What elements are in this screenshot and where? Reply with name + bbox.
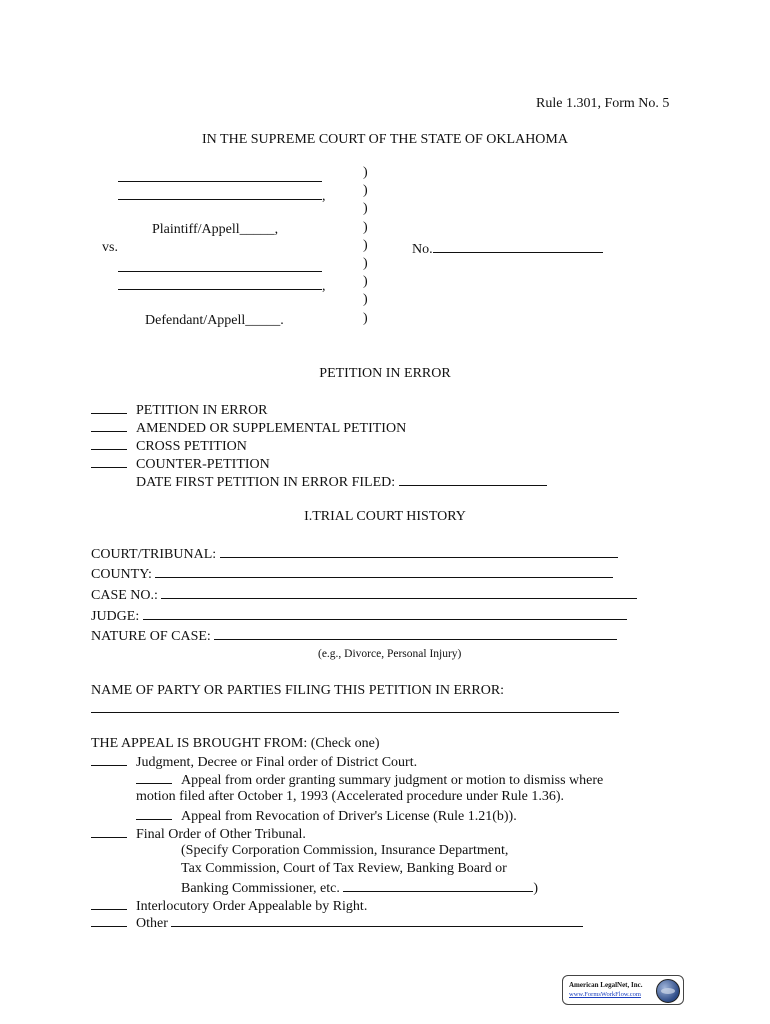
publisher-name: American LegalNet, Inc. [569, 981, 643, 989]
appeal-source-heading: THE APPEAL IS BROUGHT FROM: (Check one) [91, 736, 380, 751]
caption-divider: ) ) ) ) ) ) ) ) ) [363, 165, 368, 326]
versus-label: vs. [102, 240, 118, 255]
appeal-other-option[interactable]: Other [91, 914, 583, 932]
court-heading: IN THE SUPREME COURT OF THE STATE OF OKLAHOMA [202, 132, 568, 147]
plaintiff-name-line-1[interactable] [118, 169, 322, 187]
form-rule-number: Rule 1.301, Form No. 5 [536, 96, 670, 111]
appeal-interlocutory-option[interactable]: Interlocutory Order Appealable by Right. [91, 897, 367, 915]
publisher-logo [562, 975, 684, 1005]
appeal-judgment-option[interactable]: Judgment, Decree or Final order of District Court. [91, 753, 417, 771]
plaintiff-label: Plaintiff/Appell_____, [152, 222, 279, 237]
filing-parties-label: NAME OF PARTY OR PARTIES FILING THIS PETITION IN ERROR: [91, 683, 505, 698]
filing-parties-line[interactable] [91, 700, 619, 718]
appeal-summary-judgment-text: motion filed after October 1, 1993 (Accelerated procedure under Rule 1.36). [136, 789, 564, 804]
date-filed-field[interactable] [136, 473, 547, 491]
defendant-name-line-2[interactable] [118, 277, 326, 295]
appeal-other-tribunal-option[interactable]: Final Order of Other Tribunal. [91, 825, 306, 843]
date-filed-label: DATE FIRST PETITION IN ERROR FILED: [136, 475, 396, 490]
petition-type-option[interactable]: PETITION IN ERROR [91, 401, 267, 419]
nature-of-case-field[interactable]: NATURE OF CASE: [91, 627, 617, 645]
county-field[interactable]: COUNTY: [91, 565, 613, 583]
specify-tribunal-field[interactable]: Banking Commissioner, etc. ) [181, 881, 539, 896]
document-title: PETITION IN ERROR [319, 366, 451, 381]
petition-type-option[interactable]: AMENDED OR SUPPLEMENTAL PETITION [91, 419, 406, 437]
judge-field[interactable]: JUDGE: [91, 607, 627, 625]
case-number-label: No. [412, 242, 433, 257]
section-trial-court-history: I.TRIAL COURT HISTORY [304, 509, 466, 524]
specify-tribunal-text: (Specify Corporation Commission, Insurance Department, [181, 843, 509, 858]
globe-icon [656, 979, 680, 1003]
defendant-label: Defendant/Appell_____. [145, 313, 284, 328]
appeal-license-revocation-option[interactable]: Appeal from Revocation of Driver's License (Rule 1.21(b)). [136, 807, 517, 825]
plaintiff-name-line-2[interactable] [118, 187, 326, 205]
nature-of-case-hint: (e.g., Divorce, Personal Injury) [318, 648, 462, 660]
petition-type-option[interactable]: COUNTER-PETITION [91, 455, 270, 473]
comma: , [322, 279, 326, 294]
defendant-name-line-1[interactable] [118, 259, 322, 277]
publisher-link[interactable]: www.FormsWorkFlow.com [569, 991, 641, 998]
appeal-summary-judgment-option[interactable]: Appeal from order granting summary judgment or motion to dismiss where [136, 771, 603, 789]
case-number-field[interactable] [412, 240, 603, 258]
case-no-field[interactable]: CASE NO.: [91, 586, 637, 604]
petition-type-option[interactable]: CROSS PETITION [91, 437, 247, 455]
specify-tribunal-text: Tax Commission, Court of Tax Review, Banking Board or [181, 861, 507, 876]
court-tribunal-field[interactable]: COURT/TRIBUNAL: [91, 545, 618, 563]
comma: , [322, 189, 326, 204]
